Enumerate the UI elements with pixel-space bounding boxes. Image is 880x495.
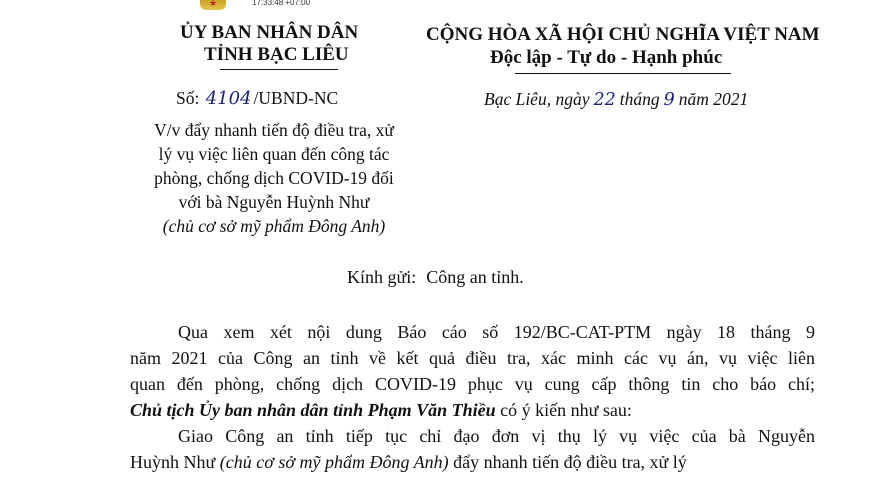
date-place-prefix: Bạc Liêu, ngày — [484, 89, 590, 109]
body-italic-text: (chủ cơ sở mỹ phẩm Đông Anh) — [219, 452, 449, 472]
subject-block — [122, 118, 426, 238]
date-month-label: tháng — [619, 89, 660, 109]
document-body — [130, 319, 815, 475]
doc-number-prefix: Số: — [176, 88, 200, 108]
date-year: năm 2021 — [678, 89, 749, 109]
signature-timestamp: 17:33:48 +07:00 — [252, 0, 311, 7]
chairman-name: Chủ tịch Ủy ban nhân dân tỉnh Phạm Văn Thiều — [130, 400, 496, 420]
issue-date — [484, 89, 748, 110]
issuing-org-line1: ỦY BAN NHÂN DÂN — [180, 22, 359, 43]
body-line: Giao Công an tỉnh tiếp tục chỉ đạo đơn vị thụ lý vụ việc của bà Nguyễn — [178, 426, 815, 446]
national-title: CỘNG HÒA XÃ HỘI CHỦ NGHĨA VIỆT NAM — [426, 24, 820, 45]
body-line-rest: có ý kiến như sau: — [495, 400, 632, 420]
subject-line: với bà Nguyễn Huỳnh Như — [178, 192, 370, 212]
body-line: Qua xem xét nội dung Báo cáo số 192/BC-CAT-PTM ngày 18 tháng 9 — [178, 322, 815, 342]
body-line: quan đến phòng, chống dịch COVID-19 phục vụ cung cấp thông tin cho báo chí; — [130, 374, 815, 394]
issuing-org-line2: TỈNH BẠC LIÊU — [204, 44, 349, 65]
national-motto: Độc lập - Tự do - Hạnh phúc — [490, 47, 723, 68]
subject-italic-line: (chủ cơ sở mỹ phẩm Đông Anh) — [162, 216, 386, 236]
body-line: năm 2021 của Công an tỉnh về kết quả điều tra, xác minh các vụ án, vụ việc liên — [130, 348, 815, 368]
body-line — [130, 449, 815, 475]
body-text: Huỳnh Như — [130, 452, 220, 472]
subject-line: V/v đẩy nhanh tiến độ điều tra, xử — [154, 120, 394, 140]
greeting-label: Kính gửi: — [347, 267, 417, 287]
subject-line: lý vụ việc liên quan đến công tác — [158, 144, 390, 164]
body-line — [130, 397, 815, 423]
date-month: 9 — [663, 90, 675, 110]
doc-number-suffix: /UBND-NC — [253, 88, 339, 108]
org-underline — [220, 69, 338, 70]
body-text: đẩy nhanh tiến độ điều tra, xử lý — [448, 452, 687, 472]
doc-number-handwritten: 4104 — [205, 88, 252, 109]
subject-line: phòng, chống dịch COVID-19 đối — [154, 168, 394, 188]
document-number — [176, 88, 338, 109]
greeting — [347, 267, 524, 288]
date-day: 22 — [593, 90, 616, 110]
national-emblem-icon: ★ — [200, 0, 226, 10]
greeting-recipient: Công an tỉnh. — [426, 267, 524, 287]
motto-underline — [515, 73, 731, 74]
